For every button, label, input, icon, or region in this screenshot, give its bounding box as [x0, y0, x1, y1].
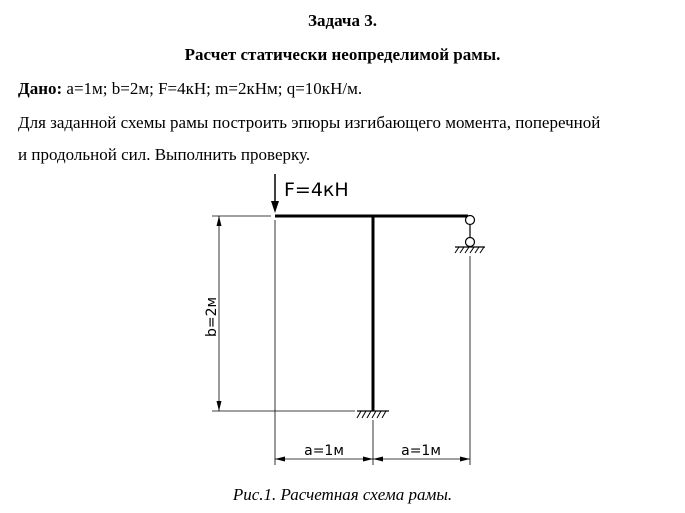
force-arrow [271, 174, 279, 213]
task-text-line-2: и продольной сил. Выполнить проверку. [18, 145, 311, 164]
pin-support [455, 216, 485, 254]
force-label: F=4кН [284, 179, 349, 201]
task-text-line-1: Для заданной схемы рамы построить эпюры изгибающего момента, поперечной [18, 113, 601, 132]
task-number: Задача 3. [308, 11, 377, 30]
dimension-b [212, 216, 355, 411]
given-label: Дано: [18, 79, 63, 98]
dim-b-label: b=2м [204, 296, 220, 337]
given-values: a=1м; b=2м; F=4кН; m=2кНм; q=10кН/м. [62, 79, 363, 98]
dim-a-left-label: a=1м [304, 443, 344, 459]
dim-a-right-label: a=1м [401, 443, 441, 459]
figure-caption: Рис.1. Расчетная схема рамы. [232, 485, 453, 504]
fixed-support [357, 411, 389, 418]
task-title: Расчет статически неопределимой рамы. [184, 45, 501, 64]
